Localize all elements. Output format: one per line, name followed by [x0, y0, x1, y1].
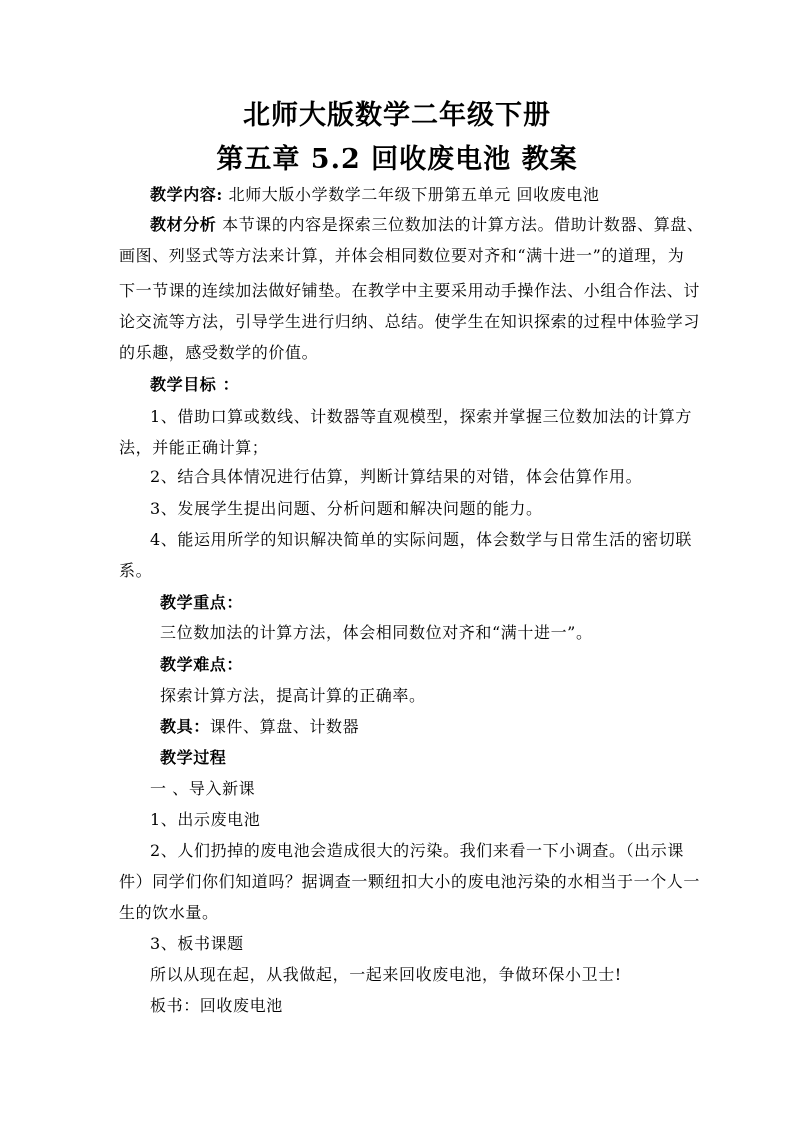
- analysis-line-2: 画图、列竖式等方法来计算，并体会相同数位要对齐和“满十进一”的道理，为: [119, 246, 685, 265]
- analysis-line-4: 论交流等方法，引导学生进行归纳、总结。使学生在知识探索的过程中体验学习: [119, 312, 701, 331]
- key-point-text: 三位数加法的计算方法，体会相同数位对齐和“满十进一”。: [160, 623, 593, 642]
- process-step-2-line-1: 2、人们扔掉的废电池会造成很大的污染。我们来看一下小调查。（出示课: [150, 841, 684, 860]
- goal-3: 3、发展学生提出问题、分析问题和解决问题的能力。: [150, 499, 543, 518]
- analysis-line-5: 的乐趣，感受数学的价值。: [119, 343, 319, 362]
- goal-2: 2、结合具体情况进行估算，判断计算结果的对错，体会估算作用。: [150, 467, 643, 486]
- process-step-3-text: 所以从现在起，从我做起，一起来回收废电池，争做环保小卫士!: [150, 965, 622, 984]
- document-title: 北师大版数学二年级下册: [243, 100, 551, 131]
- analysis-text-1: 本节课的内容是探索三位数加法的计算方法。借助计数器、算盘、: [216, 215, 704, 234]
- goal-1-line-1: 1、借助口算或数线、计数器等直观模型，探索并掌握三位数加法的计算方: [150, 407, 692, 426]
- tools-label: 教具：: [160, 717, 210, 736]
- difficulty-text: 探索计算方法，提高计算的正确率。: [160, 686, 426, 705]
- key-point-label: 教学重点：: [160, 593, 244, 612]
- process-step-2-line-3: 生的饮水量。: [119, 903, 219, 922]
- process-label: 教学过程: [160, 748, 227, 767]
- analysis-line-1: [150, 214, 704, 236]
- process-section-1: 一 、导入新课: [150, 779, 256, 798]
- goal-4-line-1: 4、能运用所学的知识解决简单的实际问题，体会数学与日常生活的密切联: [150, 530, 692, 549]
- board-title: 板书：回收废电池: [150, 996, 283, 1015]
- teaching-content-label: 教学内容:: [150, 185, 223, 204]
- analysis-label: 教材分析: [150, 215, 217, 234]
- goals-label: 教学目标 ：: [150, 375, 240, 394]
- teaching-content: [150, 184, 600, 206]
- goal-4-line-2: 系。: [119, 561, 153, 580]
- tools-line: [160, 716, 359, 738]
- document-subtitle: 第五章 5.2 回收废电池 教案: [216, 144, 578, 175]
- process-step-1: 1、出示废电池: [150, 810, 261, 829]
- goal-1-line-2: 法，并能正确计算；: [119, 438, 269, 457]
- process-step-3: 3、板书课题: [150, 934, 244, 953]
- teaching-content-text: 北师大版小学数学二年级下册第五单元 回收废电池: [222, 185, 600, 204]
- process-step-2-line-2: 件）同学们你们知道吗？据调查一颗纽扣大小的废电池污染的水相当于一个人一: [119, 872, 701, 891]
- tools-text: 课件、算盘、计数器: [209, 717, 360, 736]
- analysis-line-3: 下一节课的连续加法做好铺垫。在教学中主要采用动手操作法、小组合作法、讨: [119, 281, 701, 300]
- difficulty-label: 教学难点：: [160, 655, 244, 674]
